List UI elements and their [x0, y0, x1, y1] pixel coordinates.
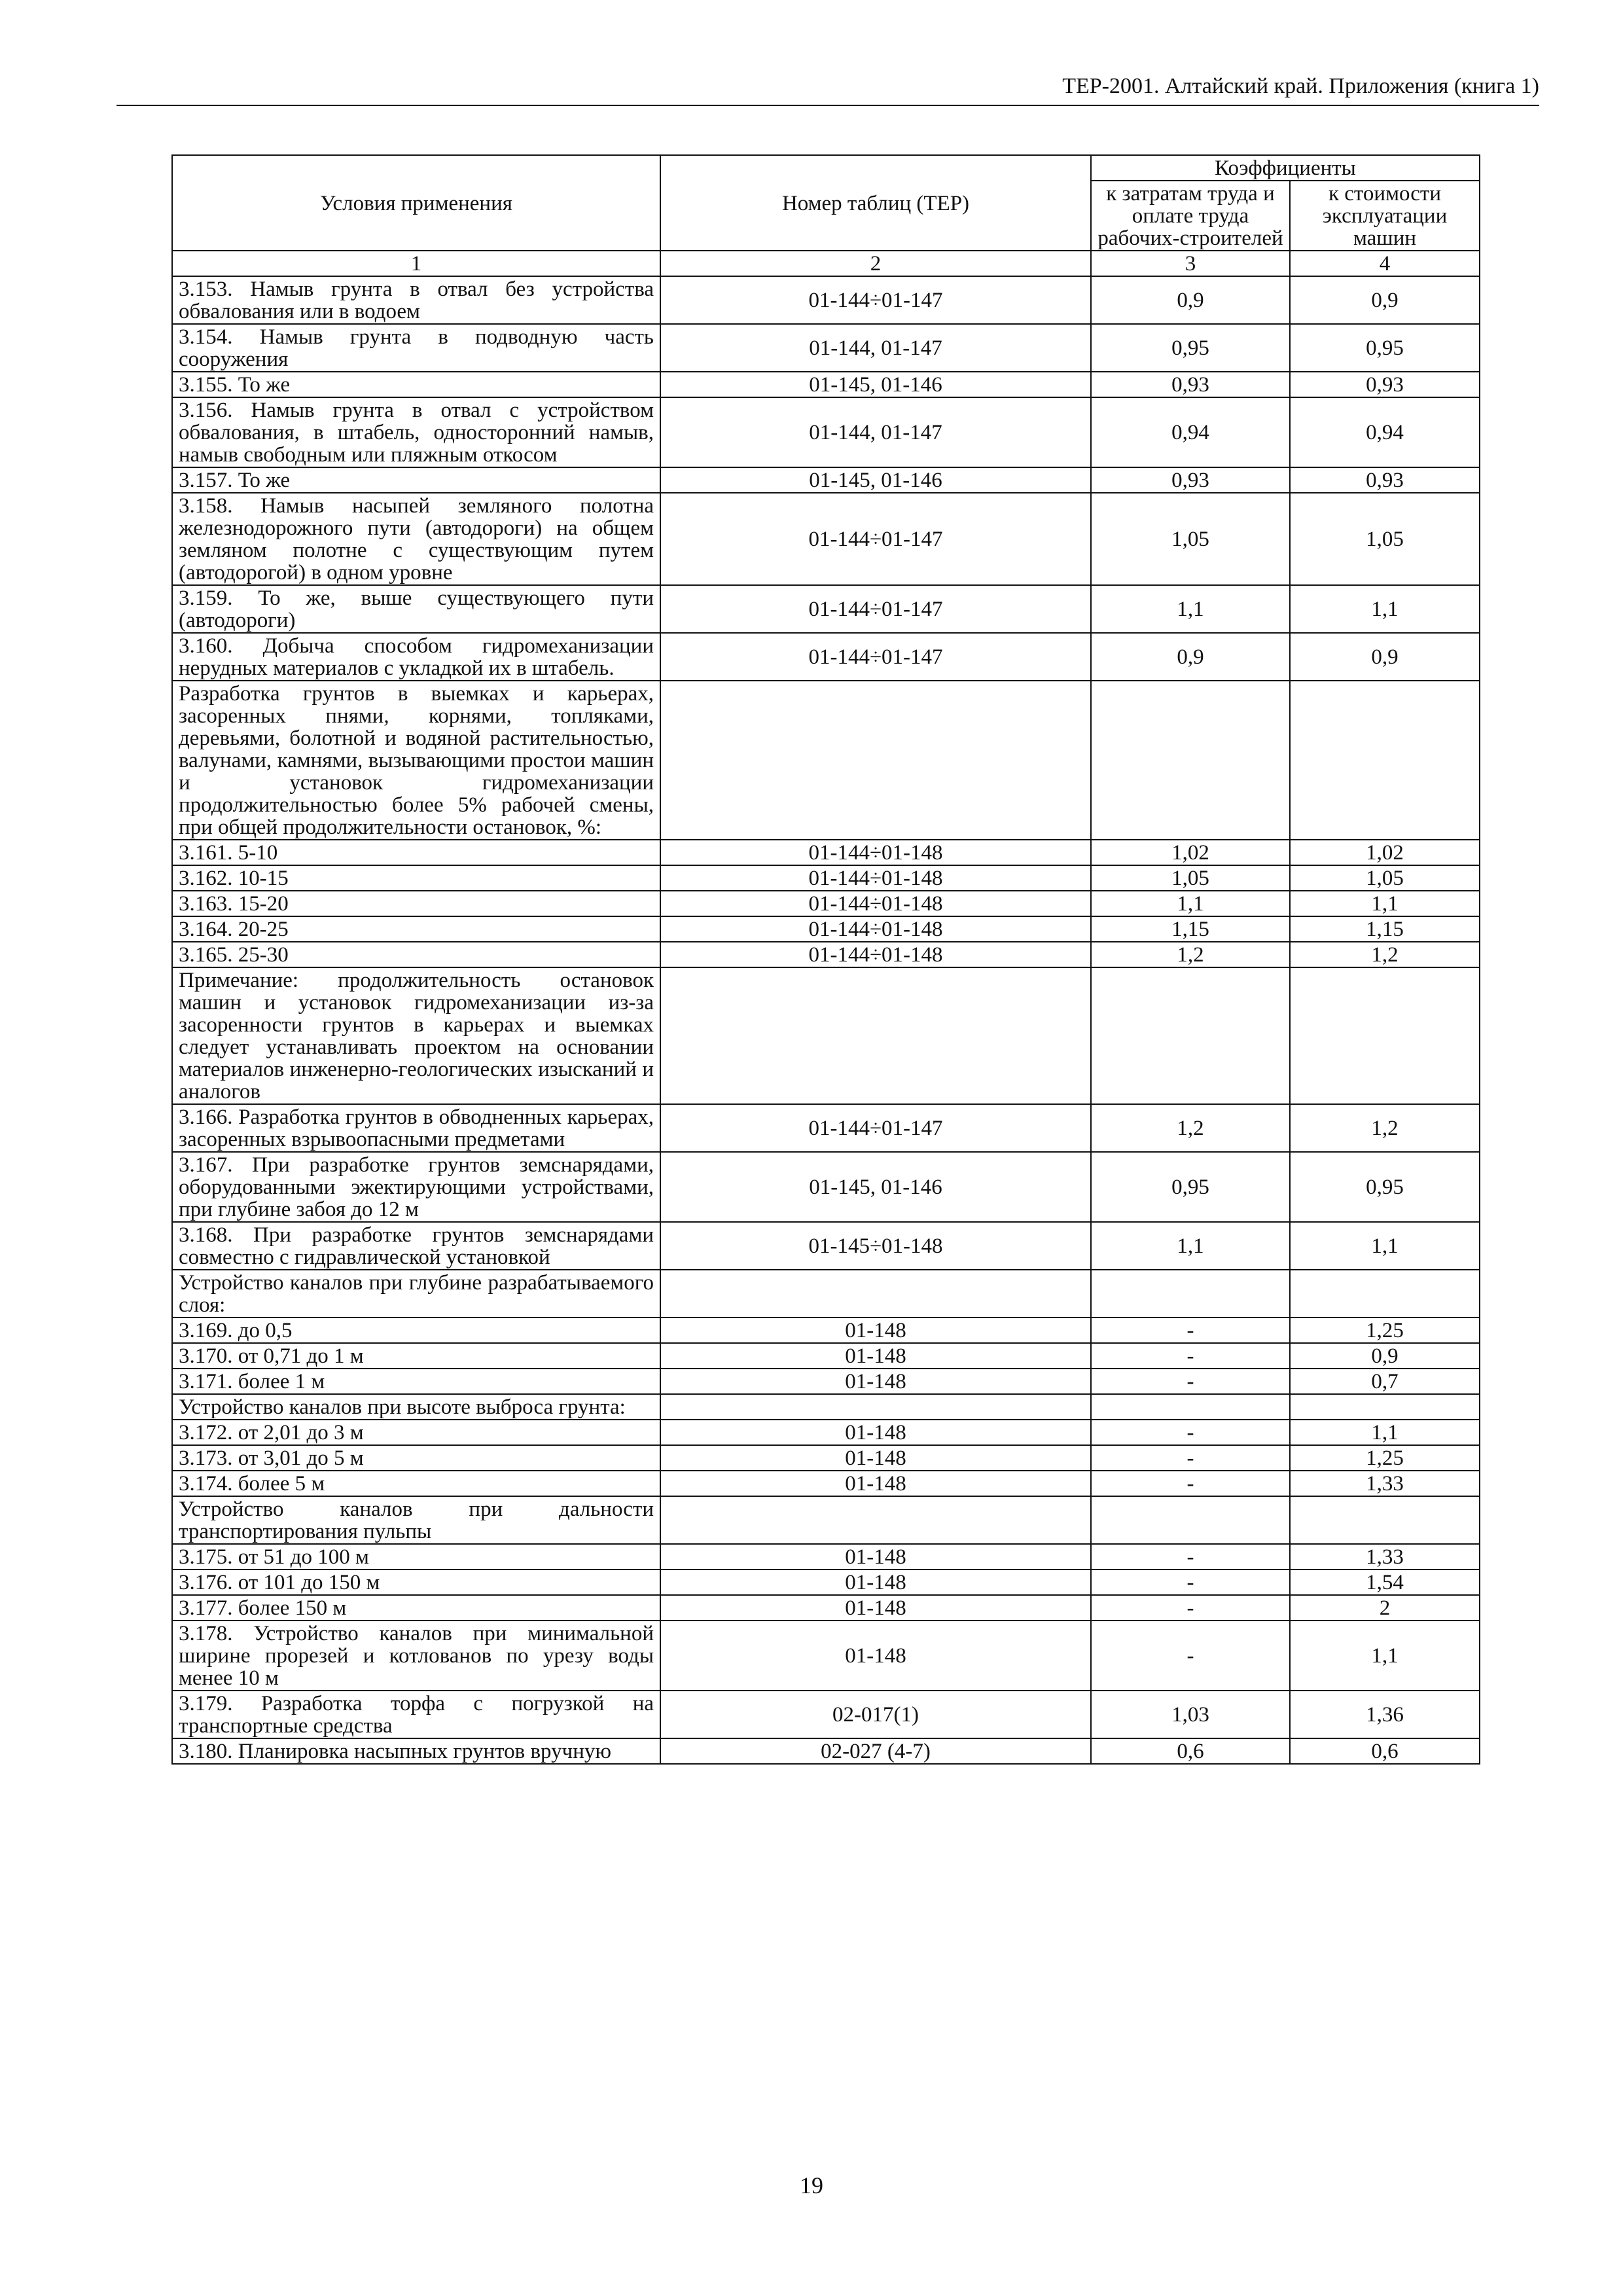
table-row [172, 891, 1480, 916]
machines-coefficient-cell: 1,05 [1290, 865, 1480, 891]
machines-coefficient-cell: 0,95 [1290, 324, 1480, 372]
labor-coefficient-cell [1091, 681, 1290, 840]
labor-coefficient-cell: 1,1 [1091, 1222, 1290, 1270]
table-number-cell [660, 1394, 1091, 1420]
table-row [172, 1544, 1480, 1570]
table-row [172, 1318, 1480, 1343]
table-number-cell: 01-148 [660, 1445, 1091, 1471]
table-row [172, 1595, 1480, 1621]
labor-coefficient-cell: 0,93 [1091, 372, 1290, 397]
table-row [172, 467, 1480, 493]
condition-cell: 3.178. Устройство каналов при минимальной ширине прорезей и котлованов по урезу воды менее 10 м [172, 1621, 660, 1691]
condition-cell: 3.175. от 51 до 100 м [172, 1544, 660, 1570]
machines-coefficient-cell: 2 [1290, 1595, 1480, 1621]
machines-coefficient-cell: 1,2 [1290, 942, 1480, 967]
table-number-cell: 01-144÷01-147 [660, 633, 1091, 681]
table-number-cell: 02-017(1) [660, 1691, 1091, 1738]
labor-coefficient-cell: 0,94 [1091, 397, 1290, 467]
machines-coefficient-cell: 1,25 [1290, 1445, 1480, 1471]
table-number-cell: 01-145, 01-146 [660, 467, 1091, 493]
machines-coefficient-cell: 0,93 [1290, 372, 1480, 397]
condition-cell: 3.161. 5-10 [172, 840, 660, 865]
running-header: ТЕР-2001. Алтайский край. Приложения (книга 1) [1062, 74, 1539, 98]
table-row [172, 1222, 1480, 1270]
table-number-cell: 01-148 [660, 1544, 1091, 1570]
condition-cell: 3.164. 20-25 [172, 916, 660, 942]
condition-cell: Устройство каналов при дальности транспортирования пульпы [172, 1496, 660, 1544]
labor-coefficient-cell [1091, 1270, 1290, 1318]
labor-coefficient-cell: 1,03 [1091, 1691, 1290, 1738]
table-row [172, 1445, 1480, 1471]
machines-coefficient-cell [1290, 1496, 1480, 1544]
condition-cell: 3.180. Планировка насыпных грунтов вручную [172, 1738, 660, 1764]
labor-coefficient-cell: - [1091, 1318, 1290, 1343]
header-machines-coefficient: к стоимости эксплуатации машин [1290, 181, 1480, 251]
table-number-cell: 01-144÷01-148 [660, 891, 1091, 916]
table-row [172, 1570, 1480, 1595]
table-row [172, 681, 1480, 840]
labor-coefficient-cell: - [1091, 1595, 1290, 1621]
table-row [172, 1691, 1480, 1738]
table-number-cell: 01-148 [660, 1595, 1091, 1621]
machines-coefficient-cell: 0,9 [1290, 1343, 1480, 1369]
labor-coefficient-cell [1091, 1394, 1290, 1420]
labor-coefficient-cell: 1,15 [1091, 916, 1290, 942]
condition-cell: Устройство каналов при высоте выброса грунта: [172, 1394, 660, 1420]
condition-cell: Устройство каналов при глубине разрабатываемого слоя: [172, 1270, 660, 1318]
table-number-cell: 01-144, 01-147 [660, 397, 1091, 467]
machines-coefficient-cell: 1,33 [1290, 1544, 1480, 1570]
condition-cell: 3.165. 25-30 [172, 942, 660, 967]
condition-cell: 3.177. более 150 м [172, 1595, 660, 1621]
condition-cell: 3.155. То же [172, 372, 660, 397]
labor-coefficient-cell: 0,95 [1091, 324, 1290, 372]
machines-coefficient-cell: 0,9 [1290, 633, 1480, 681]
header-table-numbers: Номер таблиц (ТЕР) [660, 155, 1091, 251]
header-conditions: Условия применения [172, 155, 660, 251]
table-number-cell: 01-145, 01-146 [660, 1152, 1091, 1222]
table-number-cell [660, 967, 1091, 1104]
condition-cell: 3.162. 10-15 [172, 865, 660, 891]
column-number: 1 [172, 251, 660, 276]
labor-coefficient-cell: 0,6 [1091, 1738, 1290, 1764]
table-row [172, 1420, 1480, 1445]
machines-coefficient-cell: 1,1 [1290, 1621, 1480, 1691]
machines-coefficient-cell: 0,7 [1290, 1369, 1480, 1394]
machines-coefficient-cell [1290, 1394, 1480, 1420]
table-row [172, 397, 1480, 467]
labor-coefficient-cell [1091, 967, 1290, 1104]
table-number-cell: 01-145÷01-148 [660, 1222, 1091, 1270]
machines-coefficient-cell: 1,33 [1290, 1471, 1480, 1496]
machines-coefficient-cell [1290, 967, 1480, 1104]
header-rule [116, 105, 1539, 106]
labor-coefficient-cell: - [1091, 1343, 1290, 1369]
table-row [172, 633, 1480, 681]
labor-coefficient-cell: 1,2 [1091, 1104, 1290, 1152]
table-number-cell: 01-144÷01-147 [660, 276, 1091, 324]
column-number: 4 [1290, 251, 1480, 276]
header-labor-coefficient: к затратам труда и оплате труда рабочих-строителей [1091, 181, 1290, 251]
condition-cell: 3.169. до 0,5 [172, 1318, 660, 1343]
condition-cell: 3.167. При разработке грунтов земснарядами, оборудованными эжектирующими устройствами, при глубине забоя до 12 м [172, 1152, 660, 1222]
condition-cell: Разработка грунтов в выемках и карьерах, засоренных пнями, корнями, топляками, деревьями, болотной и водяной растительностью, валунами, камнями, вызывающими простои машин и установок гидромеханизации продолжительностью более 5% рабочей смены, при общей продолжительности остановок, %: [172, 681, 660, 840]
machines-coefficient-cell: 1,02 [1290, 840, 1480, 865]
machines-coefficient-cell: 1,05 [1290, 493, 1480, 585]
condition-cell: 3.179. Разработка торфа с погрузкой на транспортные средства [172, 1691, 660, 1738]
machines-coefficient-cell: 0,94 [1290, 397, 1480, 467]
labor-coefficient-cell: 1,1 [1091, 891, 1290, 916]
table-number-cell [660, 1270, 1091, 1318]
table-number-cell: 01-148 [660, 1471, 1091, 1496]
machines-coefficient-cell: 0,6 [1290, 1738, 1480, 1764]
table-row [172, 1369, 1480, 1394]
table-row [172, 1496, 1480, 1544]
labor-coefficient-cell: - [1091, 1621, 1290, 1691]
table-number-cell: 01-144÷01-148 [660, 840, 1091, 865]
machines-coefficient-cell: 0,93 [1290, 467, 1480, 493]
condition-cell: 3.156. Намыв грунта в отвал с устройством обвалования, в штабель, односторонний намыв, намыв свободным или пляжным откосом [172, 397, 660, 467]
table-number-cell: 01-148 [660, 1570, 1091, 1595]
machines-coefficient-cell: 1,54 [1290, 1570, 1480, 1595]
table-row [172, 1471, 1480, 1496]
machines-coefficient-cell: 0,9 [1290, 276, 1480, 324]
labor-coefficient-cell: 1,05 [1091, 865, 1290, 891]
labor-coefficient-cell: 0,9 [1091, 276, 1290, 324]
table-row [172, 1152, 1480, 1222]
machines-coefficient-cell: 0,95 [1290, 1152, 1480, 1222]
coefficients-table [171, 154, 1480, 1765]
condition-cell: 3.157. То же [172, 467, 660, 493]
table-row [172, 865, 1480, 891]
labor-coefficient-cell: 1,02 [1091, 840, 1290, 865]
column-number: 3 [1091, 251, 1290, 276]
table-row [172, 942, 1480, 967]
machines-coefficient-cell: 1,1 [1290, 585, 1480, 633]
table-number-cell: 01-144÷01-147 [660, 493, 1091, 585]
labor-coefficient-cell: 0,95 [1091, 1152, 1290, 1222]
condition-cell: 3.160. Добыча способом гидромеханизации нерудных материалов с укладкой их в штабель. [172, 633, 660, 681]
table-number-cell: 02-027 (4-7) [660, 1738, 1091, 1764]
table-row [172, 1738, 1480, 1764]
condition-cell: 3.170. от 0,71 до 1 м [172, 1343, 660, 1369]
labor-coefficient-cell [1091, 1496, 1290, 1544]
machines-coefficient-cell [1290, 1270, 1480, 1318]
labor-coefficient-cell: - [1091, 1471, 1290, 1496]
machines-coefficient-cell: 1,36 [1290, 1691, 1480, 1738]
labor-coefficient-cell: - [1091, 1445, 1290, 1471]
table-row [172, 1394, 1480, 1420]
table-row [172, 1104, 1480, 1152]
header-coefficients: Коэффициенты [1091, 155, 1480, 181]
machines-coefficient-cell [1290, 681, 1480, 840]
table-row [172, 276, 1480, 324]
table-row [172, 585, 1480, 633]
table-row [172, 493, 1480, 585]
labor-coefficient-cell: - [1091, 1570, 1290, 1595]
labor-coefficient-cell: - [1091, 1544, 1290, 1570]
labor-coefficient-cell: 1,1 [1091, 585, 1290, 633]
column-number: 2 [660, 251, 1091, 276]
condition-cell: 3.163. 15-20 [172, 891, 660, 916]
labor-coefficient-cell: 0,93 [1091, 467, 1290, 493]
table-number-cell: 01-148 [660, 1318, 1091, 1343]
table-number-cell: 01-148 [660, 1369, 1091, 1394]
table-row [172, 967, 1480, 1104]
machines-coefficient-cell: 1,1 [1290, 1222, 1480, 1270]
labor-coefficient-cell: 0,9 [1091, 633, 1290, 681]
condition-cell: Примечание: продолжительность остановок машин и установок гидромеханизации из-за засоренности грунтов в карьерах и выемках следует устанавливать проектом на основании материалов инженерно-геологических изысканий и аналогов [172, 967, 660, 1104]
table-body [172, 276, 1480, 1764]
table-number-cell: 01-144÷01-147 [660, 1104, 1091, 1152]
machines-coefficient-cell: 1,1 [1290, 891, 1480, 916]
condition-cell: 3.153. Намыв грунта в отвал без устройства обвалования или в водоем [172, 276, 660, 324]
labor-coefficient-cell: - [1091, 1369, 1290, 1394]
table-row [172, 1343, 1480, 1369]
table-number-cell: 01-148 [660, 1621, 1091, 1691]
table-number-cell: 01-148 [660, 1343, 1091, 1369]
labor-coefficient-cell: - [1091, 1420, 1290, 1445]
table-number-cell: 01-144÷01-148 [660, 865, 1091, 891]
condition-cell: 3.168. При разработке грунтов земснарядами совместно с гидравлической установкой [172, 1222, 660, 1270]
condition-cell: 3.176. от 101 до 150 м [172, 1570, 660, 1595]
condition-cell: 3.166. Разработка грунтов в обводненных карьерах, засоренных взрывоопасными предметами [172, 1104, 660, 1152]
condition-cell: 3.172. от 2,01 до 3 м [172, 1420, 660, 1445]
machines-coefficient-cell: 1,1 [1290, 1420, 1480, 1445]
condition-cell: 3.159. То же, выше существующего пути (автодороги) [172, 585, 660, 633]
table-row [172, 840, 1480, 865]
table-number-cell [660, 1496, 1091, 1544]
table-number-cell: 01-148 [660, 1420, 1091, 1445]
page-number: 19 [800, 2172, 823, 2198]
table-row [172, 916, 1480, 942]
machines-coefficient-cell: 1,15 [1290, 916, 1480, 942]
labor-coefficient-cell: 1,05 [1091, 493, 1290, 585]
labor-coefficient-cell: 1,2 [1091, 942, 1290, 967]
machines-coefficient-cell: 1,2 [1290, 1104, 1480, 1152]
table-row [172, 324, 1480, 372]
table-number-cell [660, 681, 1091, 840]
table-row [172, 1270, 1480, 1318]
table-number-cell: 01-144, 01-147 [660, 324, 1091, 372]
condition-cell: 3.158. Намыв насыпей земляного полотна железнодорожного пути (автодороги) на общем земляном полотне с существующим путем (автодорогой) в одном уровне [172, 493, 660, 585]
machines-coefficient-cell: 1,25 [1290, 1318, 1480, 1343]
table-row [172, 1621, 1480, 1691]
condition-cell: 3.171. более 1 м [172, 1369, 660, 1394]
condition-cell: 3.173. от 3,01 до 5 м [172, 1445, 660, 1471]
table-row [172, 372, 1480, 397]
condition-cell: 3.174. более 5 м [172, 1471, 660, 1496]
table-number-cell: 01-144÷01-148 [660, 942, 1091, 967]
table-number-cell: 01-144÷01-147 [660, 585, 1091, 633]
table-number-cell: 01-145, 01-146 [660, 372, 1091, 397]
condition-cell: 3.154. Намыв грунта в подводную часть сооружения [172, 324, 660, 372]
table-number-cell: 01-144÷01-148 [660, 916, 1091, 942]
